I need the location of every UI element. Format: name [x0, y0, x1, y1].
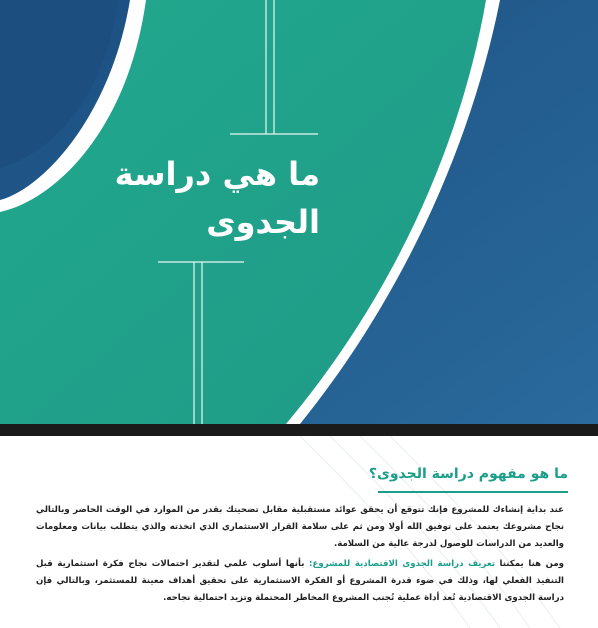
heading-underline — [378, 491, 568, 493]
paragraph-definition-intro: عند بداية إنشاءك للمشروع فإنك تتوقع أن يحقق عوائد مستقبلية مقابل تضحيتك بقدر من الموارد في الوقت الحاضر وبالتالي نجاح مشروعك يعتمد على توفيق الله أولا ومن ثم على سلامة القرار الاستثماري الذي اتخذته والذي يتطلب بيانات ومعلومات والعديد من الدراسات للوصول لدرجة عالية من السلامة. — [36, 505, 564, 549]
paragraph-lead: ومن هنا يمكننا — [499, 559, 564, 569]
cover-title-line2: الجدوى — [206, 203, 320, 241]
paragraph-rest: بأنها أسلوب علمي لتقدير احتمالات نجاح فكرة استثمارية قبل التنفيذ الفعلي لها، وذلك في ضوء قدرة المشروع أو الفكرة الاستثمارية على تحقيق أهداف معينة للمستثمر، وبالتالي فإن دراسة الجدوى الاقتصادية تُعد أداة عملية تُجنب المشروع المخاطر المحتملة وتزيد احتمالية نجاحه. — [36, 559, 564, 603]
cover-title-line1: ما هي دراسة — [114, 155, 320, 193]
article-content — [0, 436, 598, 628]
paragraph-definition — [36, 556, 564, 607]
section-heading: ما هو مفهوم دراسة الجدوى؟ — [368, 466, 568, 482]
paragraph-highlight: تعريف دراسة الجدوى الاقتصادية للمشروع: — [309, 559, 495, 569]
dark-divider-band — [0, 424, 598, 436]
